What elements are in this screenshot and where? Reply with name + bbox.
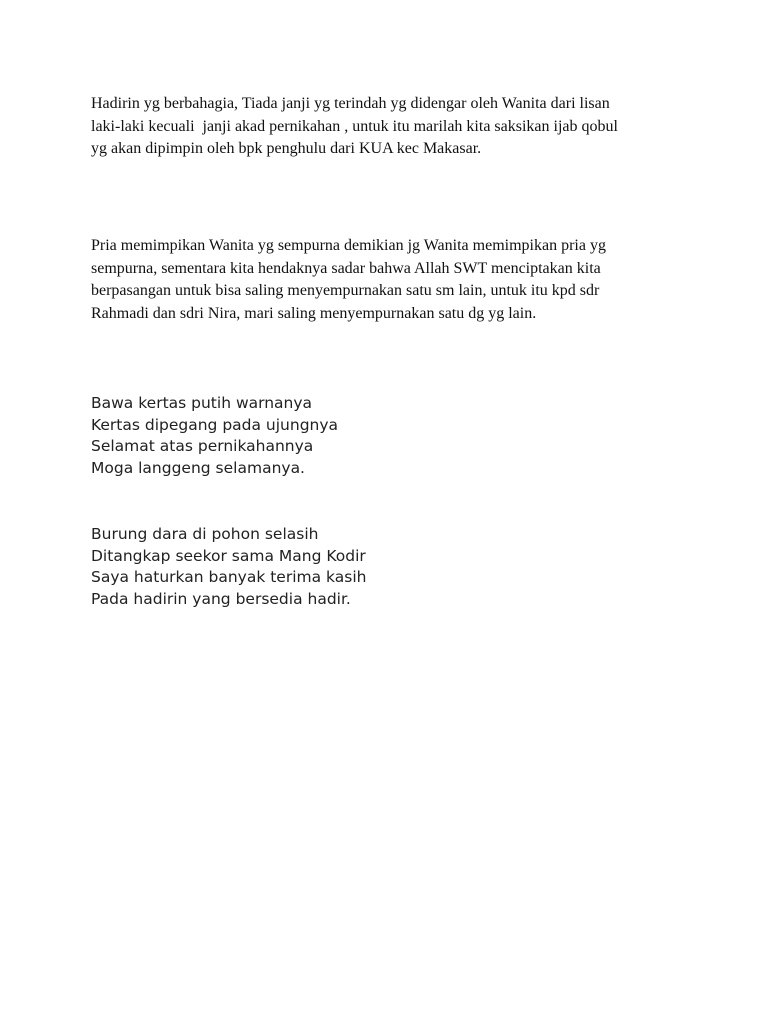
verse-line: Selamat atas pernikahannya	[91, 437, 314, 456]
text-line: Pria memimpikan Wanita yg sempurna demikian jg Wanita memimpikan pria yg	[91, 237, 606, 254]
second-paragraph	[91, 235, 691, 325]
text-line: Rahmadi dan sdri Nira, mari saling menyempurnakan satu dg yg lain.	[91, 304, 537, 322]
verse-line: Moga langgeng selamanya.	[91, 459, 305, 478]
text-line: laki-laki kecuali janji akad pernikahan , untuk itu marilah kita saksikan ijab qobul	[91, 117, 618, 135]
pantun-verse-1	[91, 393, 691, 480]
verse-line: Ditangkap seekor sama Mang Kodir	[91, 546, 366, 565]
verse-line: Kertas dipegang pada ujungnya	[91, 415, 339, 434]
verse-line: Saya haturkan banyak terima kasih	[91, 568, 367, 587]
text-line: berpasangan untuk bisa saling menyempurnakan satu sm lain, untuk itu kpd sdr	[91, 282, 600, 299]
text-line: yg akan dipimpin oleh bpk penghulu dari KUA kec Makasar.	[91, 140, 482, 157]
verse-line: Pada hadirin yang bersedia hadir.	[91, 590, 351, 609]
text-line: Hadirin yg berbahagia, Tiada janji yg terindah yg didengar oleh Wanita dari lisan	[91, 95, 610, 112]
pantun-verse-2	[91, 524, 691, 611]
opening-paragraph	[91, 93, 691, 161]
text-line: sempurna, sementara kita hendaknya sadar bahwa Allah SWT menciptakan kita	[91, 259, 601, 277]
verse-line: Burung dara di pohon selasih	[91, 525, 319, 543]
verse-line: Bawa kertas putih warnanya	[91, 394, 313, 412]
